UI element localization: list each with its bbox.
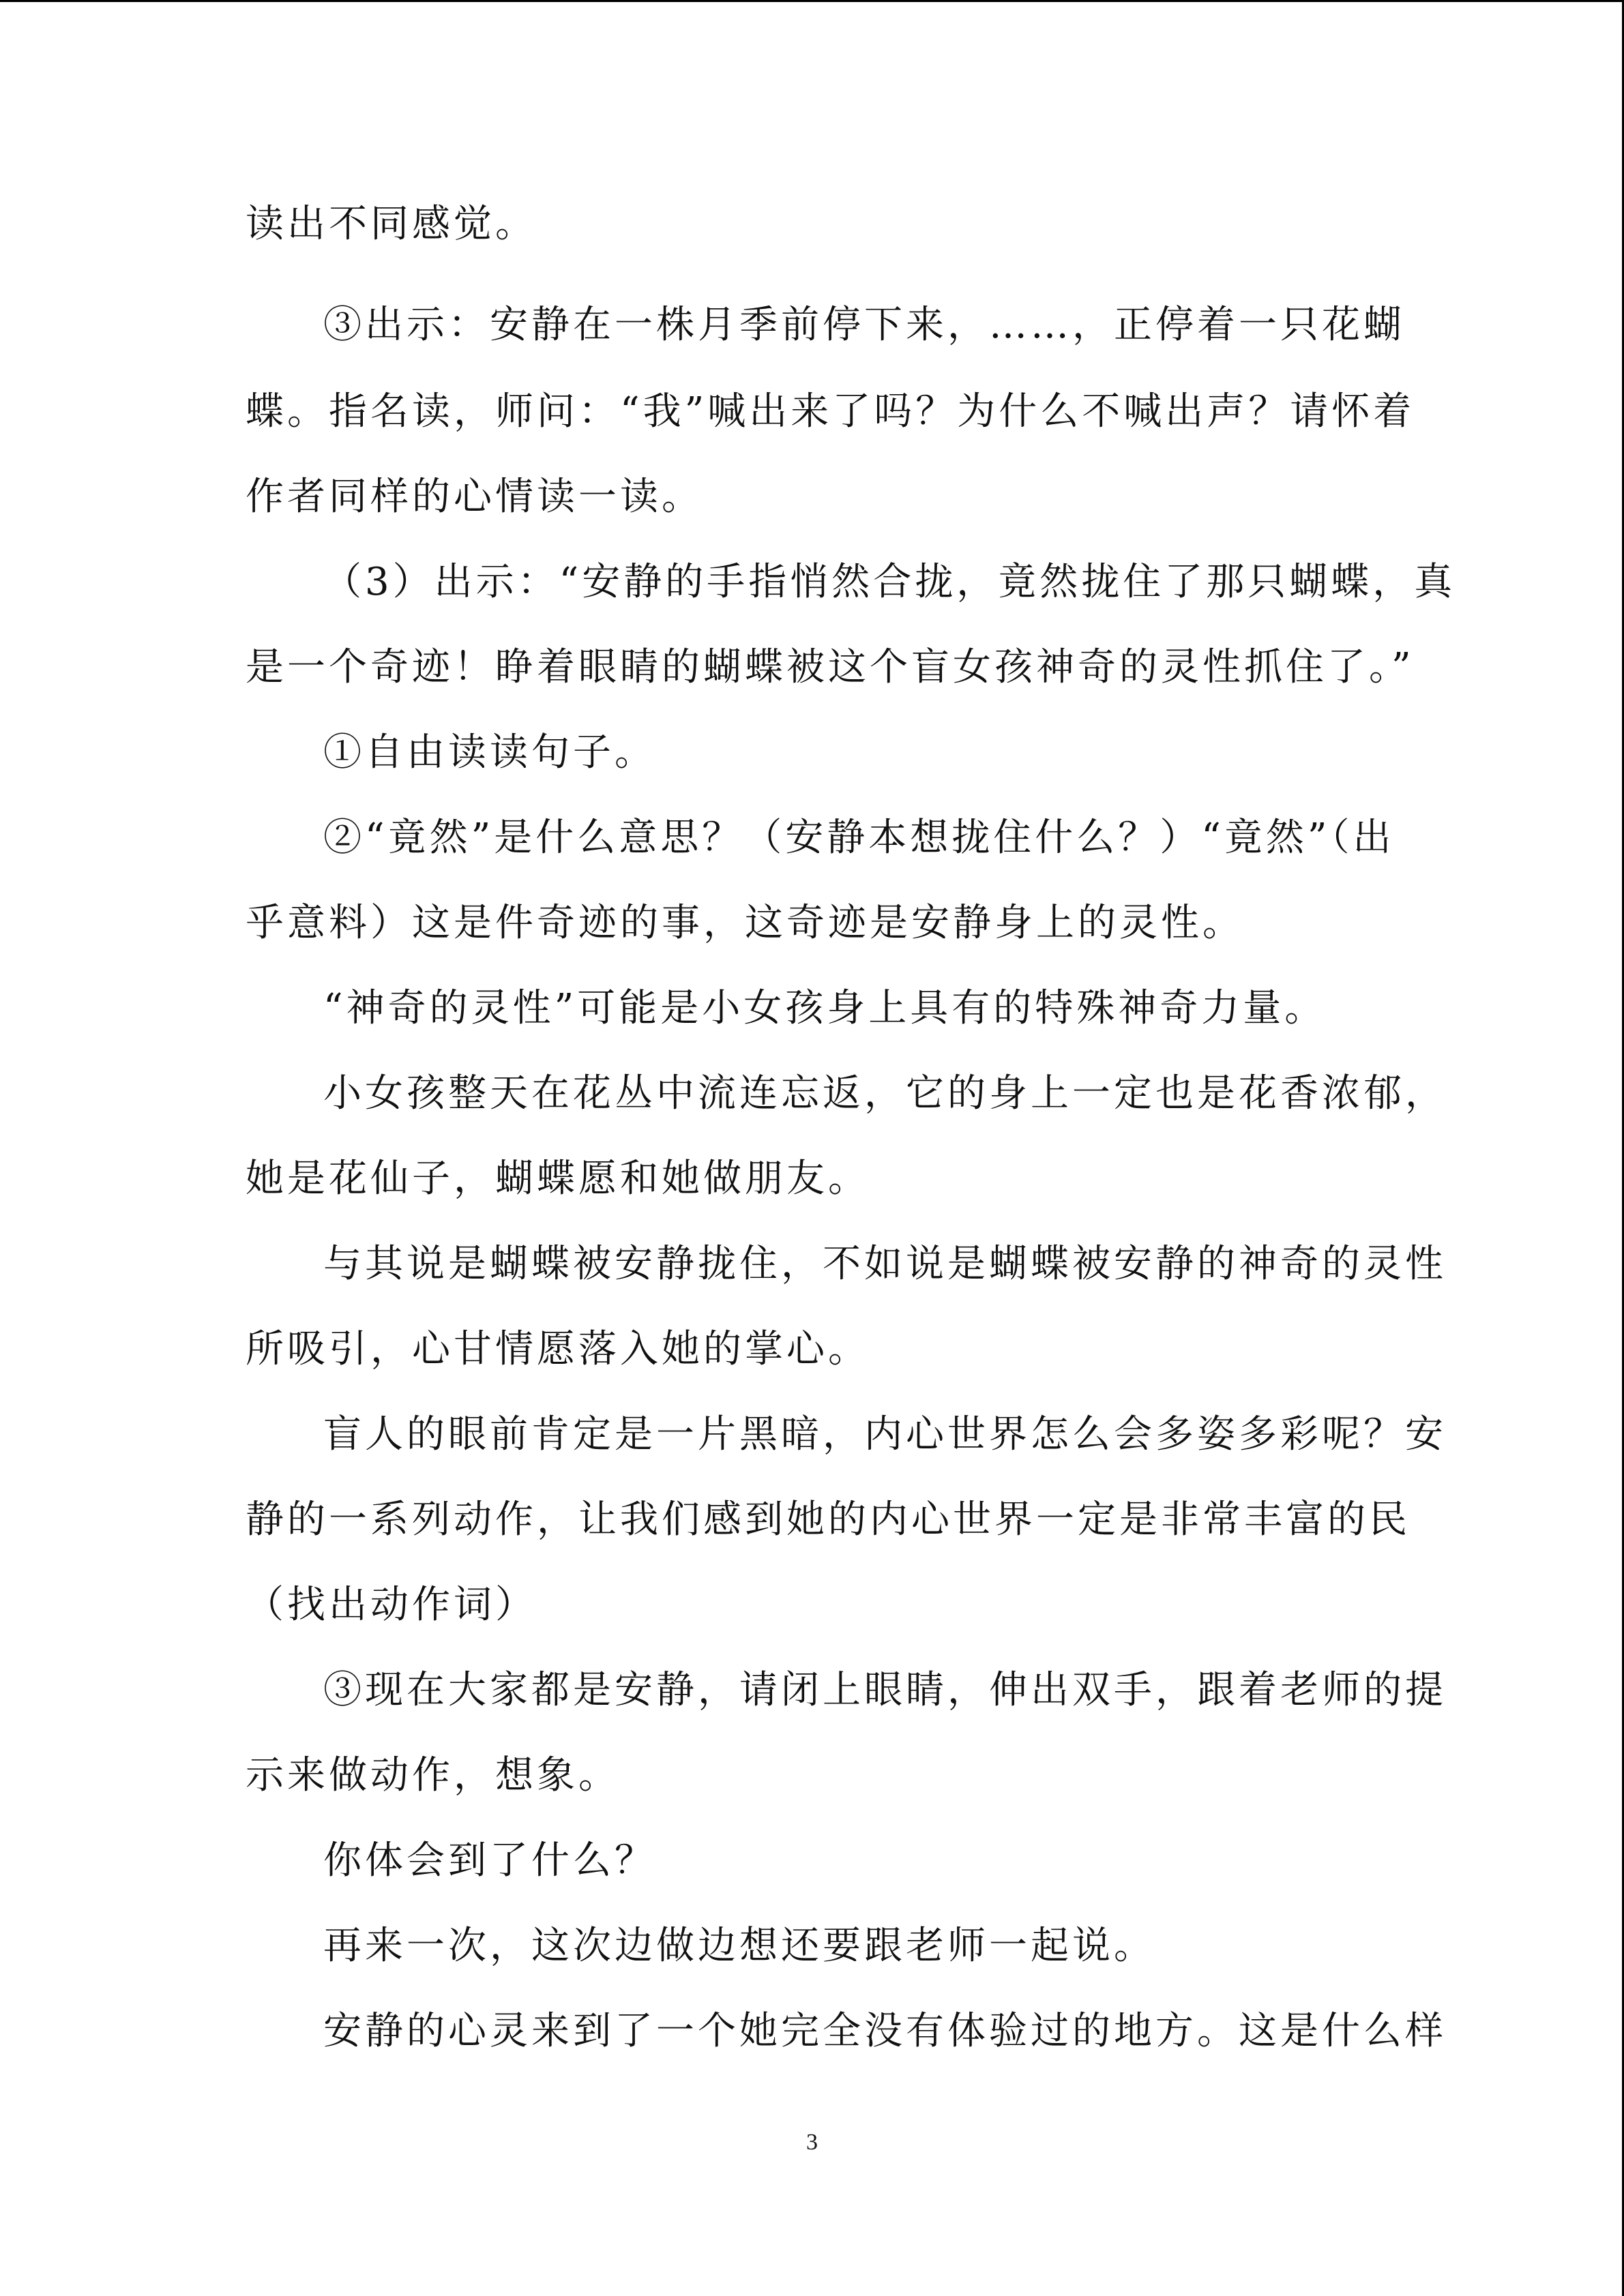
- text-line: 再来一次，这次边做边想还要跟老师一起说。: [323, 1924, 1155, 1968]
- text-line: 作者同样的心情读一读。: [246, 475, 703, 519]
- text-line: ①自由读读句子。: [323, 730, 656, 775]
- text-line: （3）出示：“安静的手指悄然合拢，竟然拢住了那只蝴蝶，真: [323, 560, 1456, 604]
- text-line: 安静的心灵来到了一个她完全没有体验过的地方。这是什么样: [323, 2009, 1447, 2053]
- text-line: 乎意料）这是件奇迹的事，这奇迹是安静身上的灵性。: [246, 901, 1244, 945]
- text-line: （找出动作词）: [246, 1583, 537, 1627]
- text-line: 小女孩整天在花丛中流连忘返，它的身上一定也是花香浓郁，: [323, 1071, 1447, 1116]
- text-line: 示来做动作，想象。: [246, 1753, 620, 1798]
- text-line: 静的一系列动作，让我们感到她的内心世界一定是非常丰富的民: [246, 1497, 1411, 1542]
- text-line: ③现在大家都是安静，请闭上眼睛，伸出双手，跟着老师的提: [323, 1668, 1447, 1712]
- text-line: “神奇的灵性”可能是小女孩身上具有的特殊神奇力量。: [323, 986, 1327, 1030]
- text-line: 是一个奇迹！睁着眼睛的蝴蝶被这个盲女孩神奇的灵性抓住了。”: [246, 645, 1415, 689]
- text-line: 你体会到了什么？: [323, 1838, 656, 1883]
- text-line: 她是花仙子，蝴蝶愿和她做朋友。: [246, 1157, 870, 1201]
- text-line: 蝶。指名读，师问：“我”喊出来了吗？为什么不喊出声？请怀着: [246, 389, 1415, 434]
- text-line: 所吸引，心甘情愿落入她的掌心。: [246, 1327, 870, 1371]
- text-line: 与其说是蝴蝶被安静拢住，不如说是蝴蝶被安静的神奇的灵性: [323, 1242, 1447, 1286]
- text-line: 读出不同感觉。: [246, 202, 537, 246]
- text-line: ②“竟然”是什么意思？（安静本想拢住什么？）“竟然”（出: [323, 816, 1395, 860]
- text-line: 盲人的眼前肯定是一片黑暗，内心世界怎么会多姿多彩呢？安: [323, 1412, 1447, 1457]
- text-line: ③出示：安静在一株月季前停下来，……，正停着一只花蝴: [323, 303, 1405, 347]
- page-number: 3: [806, 2130, 818, 2155]
